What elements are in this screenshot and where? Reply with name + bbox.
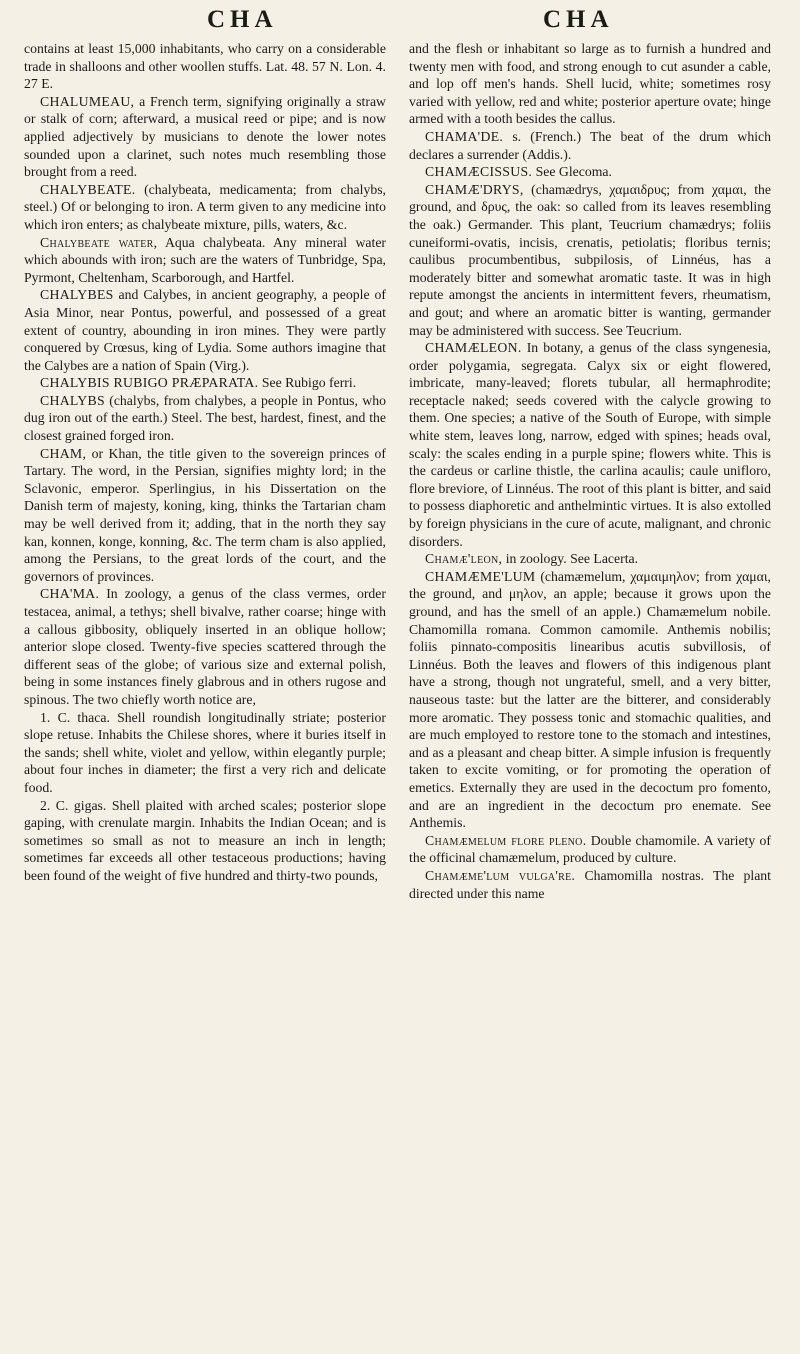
entry-text: (chamæmelum, χαμαιμηλον; from χαμαι, the ground, and μηλον, an apple; because it grows upon the ground, and has the smell of an apple.) Chamæmelum nobile. Chamomilla romana. Common camomile. Anthemis nobilis; foliis pinnato-compositis linearibus acutis subvillosis, of Linnéus. Both the leaves and flowers of this indigenous plant have a strong, though not ungrateful, smell, and a very bitter, nauseous taste: but the latter are the bitterer, and considerably more aromatic. They possess tonic and stomachic qualities, and are much employed to restore tone to the stomach and intestines, and as a pleasant and cheap bitter. A simple infusion is frequently taken to excite vomiting, or for promoting the operation of emetics. Externally they are used in the decoctum pro fomento, and are an ingredient in the decoctum pro enemate. See Anthemis.: [409, 568, 771, 831]
entry-text: (chalybs, from chalybes, a people in Pontus, who dug iron out of the earth.) Steel. The best, hardest, finest, and the closest grained forged iron.: [24, 392, 386, 444]
dictionary-entry: [24, 445, 386, 586]
dictionary-entry: [24, 286, 386, 374]
entry-headword: Chalybeate water,: [40, 234, 158, 250]
dictionary-entry: [24, 585, 386, 708]
running-head-right: CHA: [543, 6, 614, 33]
running-head-left: CHA: [207, 6, 278, 33]
dictionary-entry: [24, 392, 386, 445]
entry-headword: CHALYBS: [40, 392, 105, 408]
entry-text: s. (French.) The beat of the drum which declares a surrender (Addis.).: [409, 128, 771, 162]
entry-headword: CHAMA'DE.: [425, 128, 504, 144]
dictionary-entry: [24, 709, 386, 797]
entry-headword: CHAM,: [40, 445, 87, 461]
entry-headword: Chamæ'leon,: [425, 551, 503, 567]
dictionary-entry: [24, 40, 386, 93]
dictionary-entry: [24, 374, 386, 392]
dictionary-entry: [409, 867, 771, 902]
entry-headword: CHAMÆ'DRYS,: [425, 181, 524, 197]
entry-headword: CHAMÆLEON.: [425, 340, 522, 356]
entry-headword: CHA'MA.: [40, 586, 100, 602]
entry-text: contains at least 15,000 inhabitants, who carry on a considerable trade in shalloons and other woollen stuffs. Lat. 48. 57 N. Lon. 4. 27 E.: [24, 41, 386, 92]
dictionary-entry: [409, 163, 771, 181]
dictionary-entry: [409, 568, 771, 832]
entry-text: See Glecoma.: [532, 164, 612, 180]
dictionary-entry: [24, 234, 386, 287]
entry-text: and Calybes, in ancient geography, a people of Asia Minor, near Pontus, powerful, and possessed of a great extent of country, abounding in iron mines. They were partly conquered by Crœsus, king of Lydia. Some authors imagine that the Calybes are a nation of Spain (Virg.).: [24, 287, 386, 373]
entry-text: Double chamomile. A variety of the officinal chamæmelum, produced by culture.: [409, 832, 771, 866]
entry-text: In zoology, a genus of the class vermes, order testacea, animal, a tethys; shell bivalve, rather coarse; hinge with a callous gibbosity, obliquely inserted in an oblique hollow; anterior slope closed. Twenty-five species scattered through the different seas of the globe; of various size and external polish, being in some instances finely glabrous and in others rugose and spinous. The two chiefly worth notice are,: [24, 586, 386, 707]
entry-headword: CHALYBEATE.: [40, 181, 136, 197]
entry-headword: Chamæmelum flore pleno.: [425, 832, 587, 848]
left-column: [24, 40, 386, 885]
dictionary-entry: [24, 93, 386, 181]
entry-text: In botany, a genus of the class syngenesia, order polygamia, segregata. Calyx six or eight flowered, imbricate, many-leaved; florets tubular, all hermaphrodite; receptacle naked; seeds covered with the calycle growing to them. One species; a native of the South of Europe, with simple white stem, leaves long, narrow, edged with spines; heads oval, scaly: the scales ending in a purple spine; flowers white. This is the cardeus or carline thistle, the carlina acaulis; caule unifloro, flore breviore, of Linnéus. The root of this plant is bitter, and said to possess diaphoretic and anthelmintic virtues. It is also extolled by foreign physicians in the cure of acute, malignant, and chronic disorders.: [409, 340, 771, 549]
entry-text: and the flesh or inhabitant so large as to furnish a hundred and twenty men with food, and strong enough to cut asunder a cable, and lop off men's hands. Shell lucid, white; sometimes rosy varied with yellow, red and white; posterior aperture ovate; hinge armed with a tooth besides the callus.: [409, 41, 771, 127]
dictionary-entry: [24, 797, 386, 885]
entry-headword: CHALYBIS RUBIGO PRÆPARATA.: [40, 375, 259, 391]
entry-text: See Rubigo ferri.: [258, 375, 357, 391]
entry-headword: CHALYBES: [40, 287, 114, 303]
entry-text: (chalybeata, medicamenta; from chalybs, steel.) Of or belonging to iron. A term given to any medicine into which iron enters; as chalybeate mixture, pills, waters, &c.: [24, 181, 386, 232]
entry-text: 2. C. gigas. Shell plaited with arched scales; posterior slope gaping, with crenulate margin. Inhabits the Indian Ocean; and is sometimes so small as not to measure an inch in length; sometimes far exceeds all other testaceous productions; having been found of the weight of five hundred and thirty-two pounds,: [24, 797, 386, 883]
entry-text: in zoology. See Lacerta.: [502, 551, 639, 567]
entry-text: (chamædrys, χαμαιδρυς; from χαμαι, the ground, and δρυς, the oak: so called from its leaves resembling the oak.) Germander. This plant, Teucrium chamædrys; foliis cuneiformi-ovatis, incisis, crenatis, petiolatis; floribus ternis; caulibus procumbentibus, subpilosis, of Linnéus, has a moderately bitter and somewhat aromatic taste. It was in high repute amongst the ancients in intermittent fevers, rheumatism, and gout; and where an aromatic bitter is wanting, germander may be administered with success. See Teucrium.: [409, 181, 771, 338]
dictionary-entry: [409, 128, 771, 163]
entry-text: Chamomilla nostras. The plant directed under this name: [409, 867, 771, 901]
entry-headword: CHALUMEAU,: [40, 93, 135, 109]
right-column: [409, 40, 771, 902]
dictionary-entry: [409, 832, 771, 867]
entry-headword: Chamæme'lum vulga're.: [425, 867, 576, 883]
dictionary-entry: [409, 181, 771, 339]
entry-text: 1. C. thaca. Shell roundish longitudinally striate; posterior slope retuse. Inhabits the Chilese shores, where it buries itself in the sands; shell white, violet and yellow, within elegantly purple; about four inches in diameter; the first a very rich and delicate food.: [24, 709, 386, 795]
entry-headword: CHAMÆCISSUS.: [425, 164, 533, 180]
entry-text: Aqua chalybeata. Any mineral water which abounds with iron; such are the waters of Tunbridge, Spa, Pyrmont, Cheltenham, Scarborough, and Hartfel.: [24, 234, 386, 285]
dictionary-entry: [409, 339, 771, 550]
entry-text: or Khan, the title given to the sovereign princes of Tartary. The word, in the Persian, signifies mighty lord; in the Sclavonic, emperor. Sperlingius, in his Dissertation on the Danish term of majesty, koning, king, thinks the Tartarian cham may be well derived from it; adding, that in the north they say kan, konnen, konge, konning, &c. The term cham is also applied, among the Persians, to the great lords of the court, and the governors of provinces.: [24, 445, 386, 584]
entry-text: a French term, signifying originally a straw or stalk of corn; afterward, a musical reed or pipe; and is now applied adjectively by musicians to denote the lower notes sounded upon a clarinet, such notes much resembling those brought from a reed.: [24, 93, 386, 180]
entry-headword: CHAMÆME'LUM: [425, 568, 536, 584]
dictionary-entry: [409, 40, 771, 128]
dictionary-entry: [409, 550, 771, 568]
dictionary-entry: [24, 181, 386, 234]
